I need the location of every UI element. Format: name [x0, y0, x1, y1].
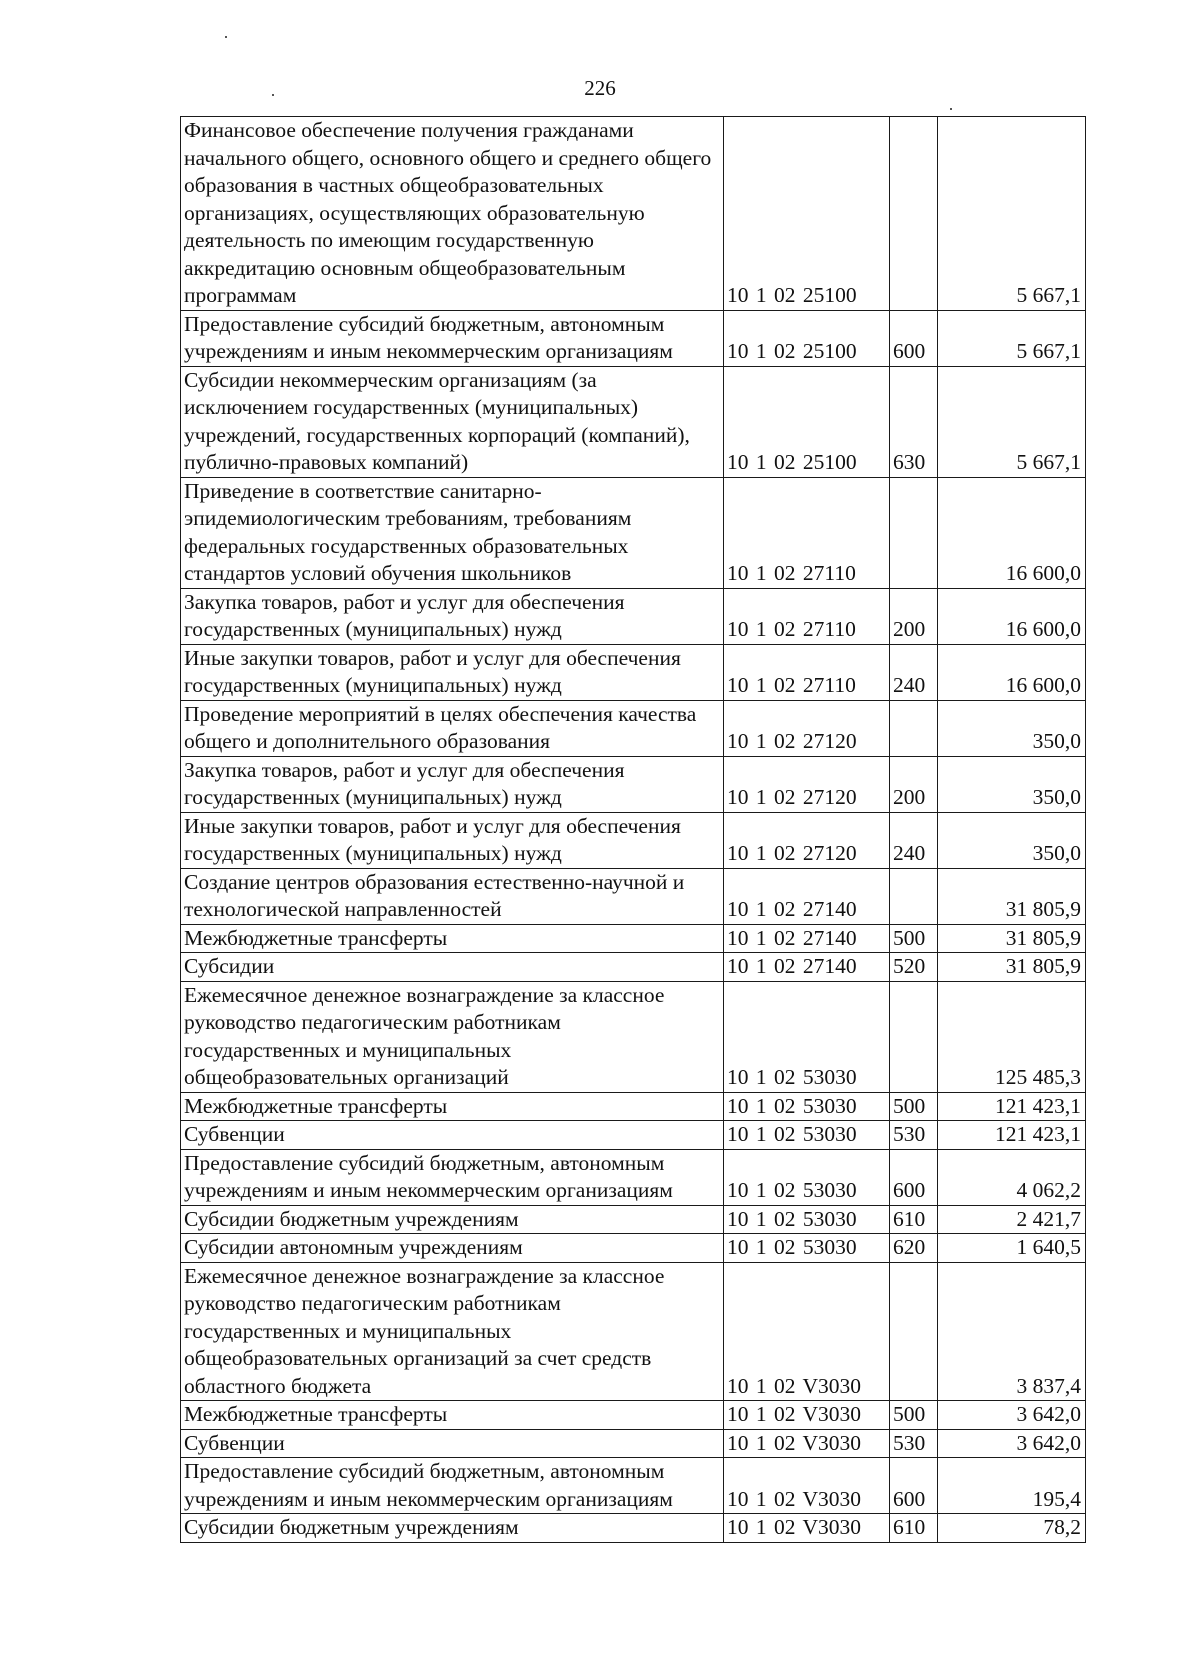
table-row [181, 953, 1086, 982]
row-type-cell: 200 [890, 588, 938, 644]
row-amount-cell: 3 642,0 [938, 1401, 1086, 1430]
table-row [181, 700, 1086, 756]
row-name-cell: Создание центров образования естественно-научной и технологической направленностей [181, 868, 724, 924]
row-code-cell: 10 1 02 25100 [724, 310, 890, 366]
row-code-cell: 10 1 02 25100 [724, 366, 890, 477]
row-name-cell: Субсидии бюджетным учреждениям [181, 1205, 724, 1234]
row-name-cell: Субвенции [181, 1429, 724, 1458]
table-row [181, 1401, 1086, 1430]
table-row [181, 868, 1086, 924]
table-row [181, 1262, 1086, 1401]
row-amount-cell: 2 421,7 [938, 1205, 1086, 1234]
row-amount-cell: 121 423,1 [938, 1121, 1086, 1150]
page-number: 226 [584, 76, 616, 100]
row-code-cell: 10 1 02 27110 [724, 477, 890, 588]
table-row [181, 1149, 1086, 1205]
row-name-cell: Финансовое обеспечение получения гражданами начального общего, основного общего и среднего общего образования в частных общеобразовательных организациях, осуществляющих образовательную деятельность по имеющим государственную аккредитацию основным общеобразовательным программам [181, 117, 724, 311]
row-name-cell: Ежемесячное денежное вознаграждение за классное руководство педагогическим работникам государственных и муниципальных общеобразовательных организаций [181, 981, 724, 1092]
row-type-cell: 500 [890, 924, 938, 953]
row-amount-cell: 31 805,9 [938, 924, 1086, 953]
row-code-cell: 10 1 02 V3030 [724, 1429, 890, 1458]
row-name-cell: Закупка товаров, работ и услуг для обеспечения государственных (муниципальных) нужд [181, 588, 724, 644]
row-type-cell: 500 [890, 1401, 938, 1430]
table-row [181, 588, 1086, 644]
row-name-cell: Предоставление субсидий бюджетным, автономным учреждениям и иным некоммерческим организациям [181, 310, 724, 366]
row-type-cell [890, 981, 938, 1092]
scan-speck [950, 108, 952, 110]
row-code-cell: 10 1 02 27140 [724, 868, 890, 924]
row-name-cell: Ежемесячное денежное вознаграждение за классное руководство педагогическим работникам государственных и муниципальных общеобразовательных организаций за счет средств областного бюджета [181, 1262, 724, 1401]
row-type-cell: 620 [890, 1234, 938, 1263]
row-type-cell [890, 477, 938, 588]
row-code-cell: 10 1 02 27110 [724, 588, 890, 644]
row-amount-cell: 16 600,0 [938, 477, 1086, 588]
row-code-cell: 10 1 02 27140 [724, 924, 890, 953]
row-name-cell: Субсидии некоммерческим организациям (за исключением государственных (муниципальных) учреждений, государственных корпораций (компаний), публично-правовых компаний) [181, 366, 724, 477]
table-row [181, 1205, 1086, 1234]
row-name-cell: Закупка товаров, работ и услуг для обеспечения государственных (муниципальных) нужд [181, 756, 724, 812]
row-type-cell: 610 [890, 1514, 938, 1543]
row-code-cell: 10 1 02 27140 [724, 953, 890, 982]
row-code-cell: 10 1 02 53030 [724, 1149, 890, 1205]
row-code-cell: 10 1 02 25100 [724, 117, 890, 311]
row-type-cell: 530 [890, 1121, 938, 1150]
row-name-cell: Субвенции [181, 1121, 724, 1150]
row-amount-cell: 5 667,1 [938, 366, 1086, 477]
row-type-cell: 500 [890, 1092, 938, 1121]
table-row [181, 477, 1086, 588]
row-code-cell: 10 1 02 V3030 [724, 1514, 890, 1543]
table-row [181, 1234, 1086, 1263]
row-type-cell: 630 [890, 366, 938, 477]
row-amount-cell: 31 805,9 [938, 868, 1086, 924]
row-amount-cell: 350,0 [938, 812, 1086, 868]
row-type-cell: 600 [890, 1149, 938, 1205]
row-name-cell: Предоставление субсидий бюджетным, автономным учреждениям и иным некоммерческим организациям [181, 1458, 724, 1514]
table-row [181, 1092, 1086, 1121]
row-amount-cell: 31 805,9 [938, 953, 1086, 982]
row-code-cell: 10 1 02 27110 [724, 644, 890, 700]
row-amount-cell: 5 667,1 [938, 310, 1086, 366]
row-code-cell: 10 1 02 27120 [724, 756, 890, 812]
row-name-cell: Межбюджетные трансферты [181, 1092, 724, 1121]
row-type-cell: 600 [890, 1458, 938, 1514]
row-amount-cell: 5 667,1 [938, 117, 1086, 311]
table-row [181, 1458, 1086, 1514]
row-type-cell: 240 [890, 644, 938, 700]
scan-speck [272, 94, 274, 96]
table-row [181, 117, 1086, 311]
row-code-cell: 10 1 02 53030 [724, 1234, 890, 1263]
row-name-cell: Межбюджетные трансферты [181, 1401, 724, 1430]
row-amount-cell: 1 640,5 [938, 1234, 1086, 1263]
row-name-cell: Субсидии бюджетным учреждениям [181, 1514, 724, 1543]
row-amount-cell: 16 600,0 [938, 588, 1086, 644]
row-code-cell: 10 1 02 V3030 [724, 1262, 890, 1401]
row-code-cell: 10 1 02 53030 [724, 1121, 890, 1150]
scan-speck [225, 36, 227, 38]
row-amount-cell: 78,2 [938, 1514, 1086, 1543]
row-amount-cell: 3 642,0 [938, 1429, 1086, 1458]
row-code-cell: 10 1 02 V3030 [724, 1458, 890, 1514]
row-name-cell: Субсидии автономным учреждениям [181, 1234, 724, 1263]
row-amount-cell: 3 837,4 [938, 1262, 1086, 1401]
row-code-cell: 10 1 02 27120 [724, 700, 890, 756]
row-amount-cell: 125 485,3 [938, 981, 1086, 1092]
row-amount-cell: 195,4 [938, 1458, 1086, 1514]
row-name-cell: Приведение в соответствие санитарно-эпидемиологическим требованиям, требованиям федеральных государственных образовательных стандартов условий обучения школьников [181, 477, 724, 588]
row-type-cell [890, 117, 938, 311]
row-code-cell: 10 1 02 53030 [724, 981, 890, 1092]
table-row [181, 1514, 1086, 1543]
row-amount-cell: 16 600,0 [938, 644, 1086, 700]
row-type-cell: 600 [890, 310, 938, 366]
table-row [181, 756, 1086, 812]
row-name-cell: Иные закупки товаров, работ и услуг для обеспечения государственных (муниципальных) нужд [181, 644, 724, 700]
row-name-cell: Межбюджетные трансферты [181, 924, 724, 953]
budget-table-body [181, 117, 1086, 1543]
table-row [181, 644, 1086, 700]
row-name-cell: Проведение мероприятий в целях обеспечения качества общего и дополнительного образования [181, 700, 724, 756]
row-type-cell: 240 [890, 812, 938, 868]
row-type-cell: 200 [890, 756, 938, 812]
table-row [181, 366, 1086, 477]
row-code-cell: 10 1 02 27120 [724, 812, 890, 868]
table-row [181, 981, 1086, 1092]
row-code-cell: 10 1 02 53030 [724, 1092, 890, 1121]
row-name-cell: Субсидии [181, 953, 724, 982]
row-amount-cell: 4 062,2 [938, 1149, 1086, 1205]
row-type-cell [890, 700, 938, 756]
table-row [181, 812, 1086, 868]
row-name-cell: Предоставление субсидий бюджетным, автономным учреждениям и иным некоммерческим организациям [181, 1149, 724, 1205]
row-type-cell: 610 [890, 1205, 938, 1234]
row-name-cell: Иные закупки товаров, работ и услуг для обеспечения государственных (муниципальных) нужд [181, 812, 724, 868]
table-row [181, 1121, 1086, 1150]
row-code-cell: 10 1 02 53030 [724, 1205, 890, 1234]
table-row [181, 310, 1086, 366]
row-type-cell: 520 [890, 953, 938, 982]
table-row [181, 924, 1086, 953]
row-amount-cell: 121 423,1 [938, 1092, 1086, 1121]
table-row [181, 1429, 1086, 1458]
row-code-cell: 10 1 02 V3030 [724, 1401, 890, 1430]
row-type-cell [890, 1262, 938, 1401]
row-amount-cell: 350,0 [938, 756, 1086, 812]
row-amount-cell: 350,0 [938, 700, 1086, 756]
budget-table [180, 116, 1086, 1543]
row-type-cell: 530 [890, 1429, 938, 1458]
row-type-cell [890, 868, 938, 924]
